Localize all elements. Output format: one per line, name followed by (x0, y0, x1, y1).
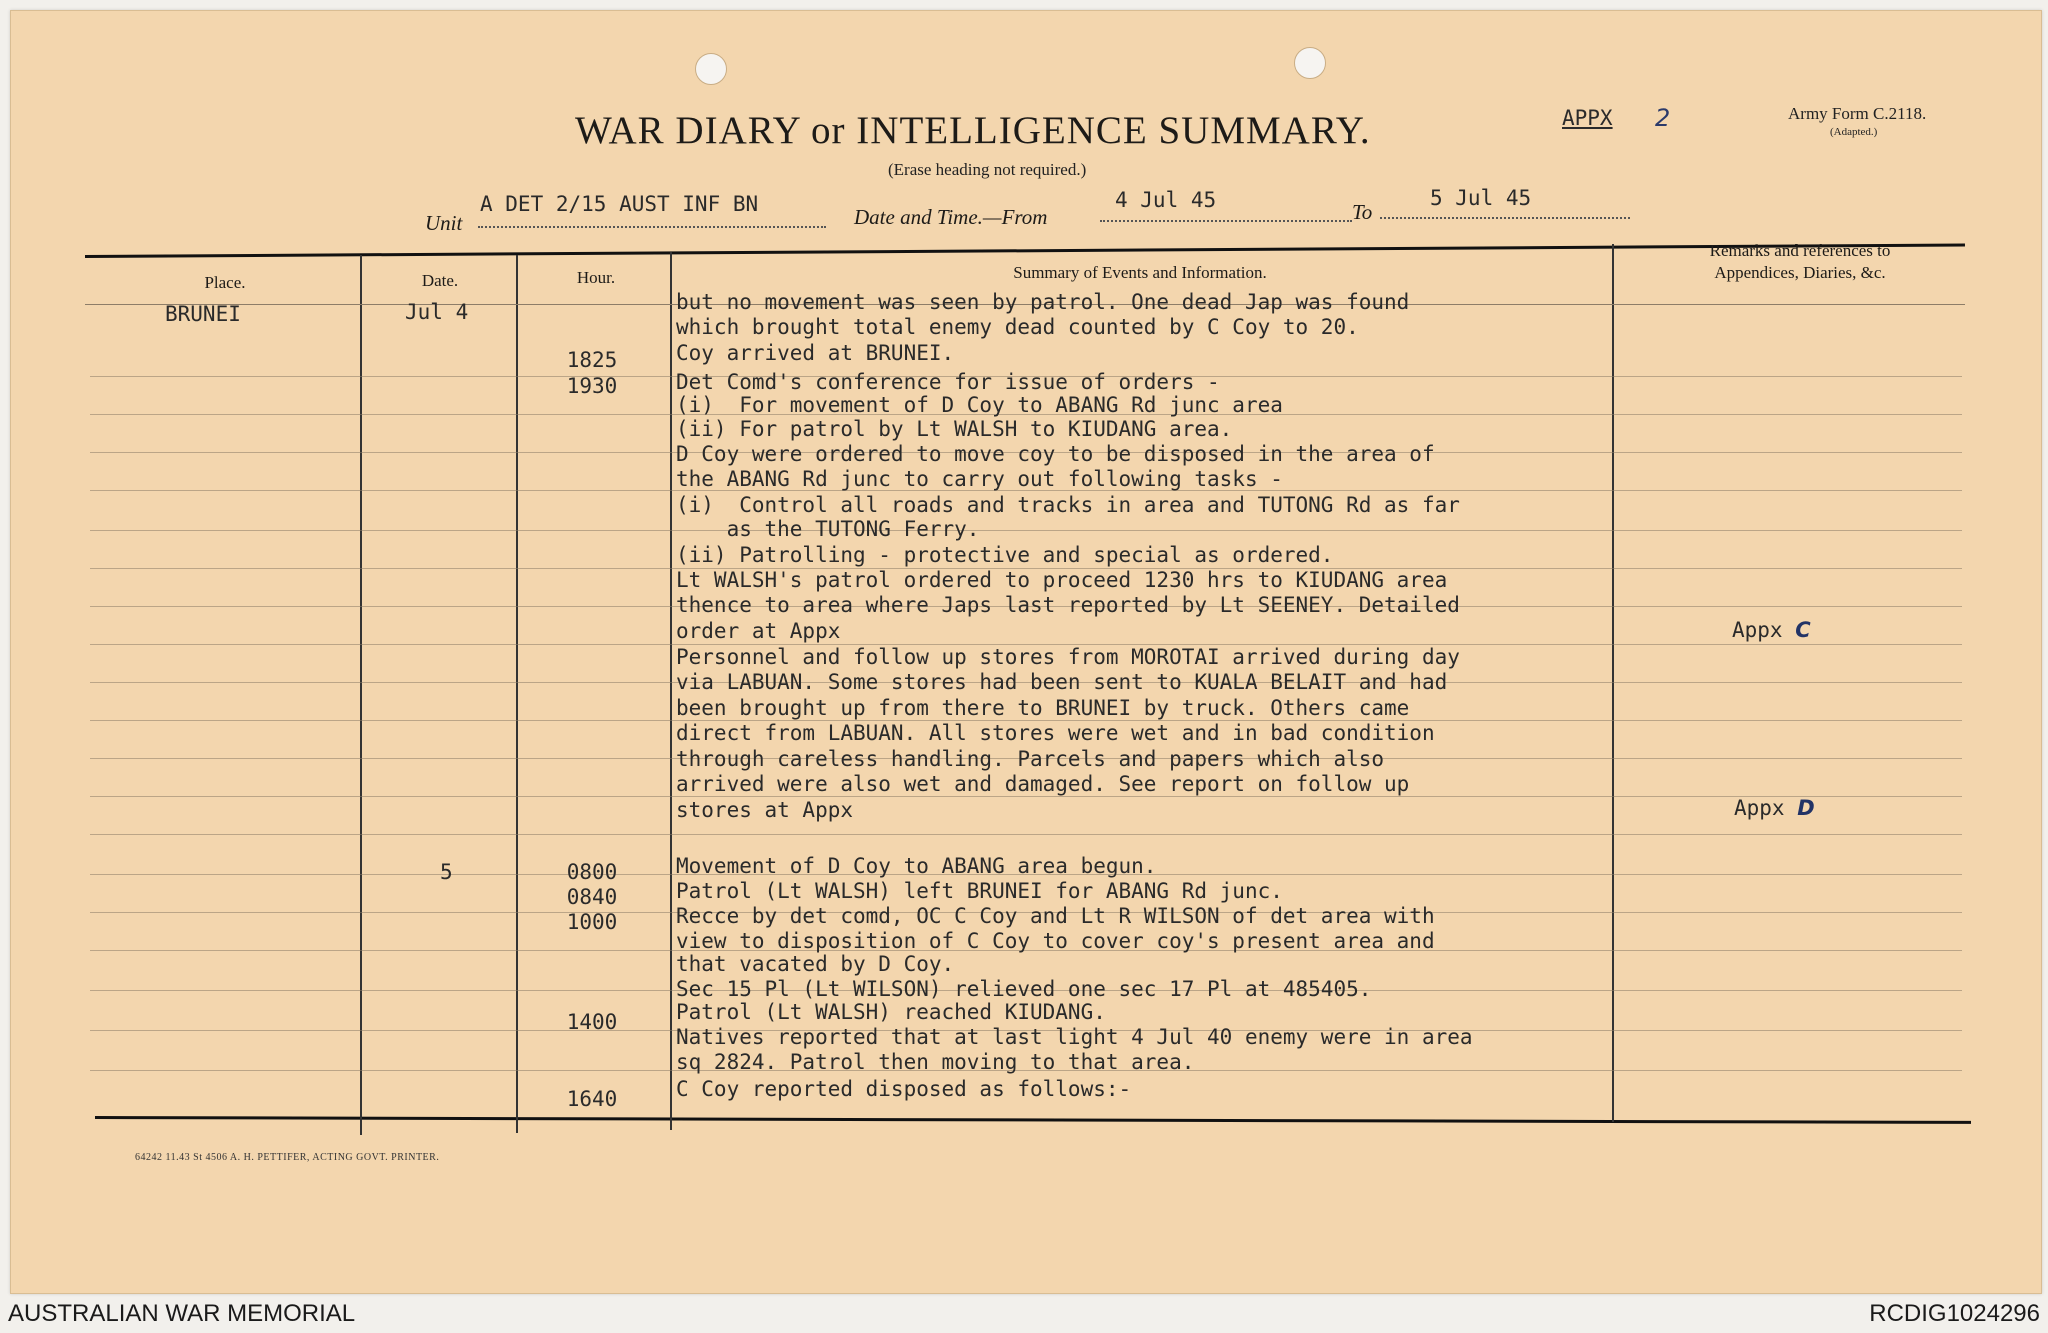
printer-imprint: 64242 11.43 St 4506 A. H. PETTIFER, ACTING GOVT. PRINTER. (135, 1152, 440, 1163)
summary-line: that vacated by D Coy. (676, 952, 955, 976)
summary-line: view to disposition of C Coy to cover coy's present area and (676, 929, 1435, 953)
summary-line: Recce by det comd, OC C Coy and Lt R WILSON of det area with (676, 904, 1435, 928)
summary-line: via LABUAN. Some stores had been sent to KUALA BELAIT and had (676, 670, 1448, 694)
date-jul-4: Jul 4 (405, 300, 469, 324)
place-brunei: BRUNEI (165, 302, 241, 326)
summary-line: order at Appx (676, 619, 841, 643)
remark-appx-c (1732, 618, 1811, 642)
summary-line: Natives reported that at last light 4 Jul 40 enemy were in area (676, 1025, 1473, 1049)
divider-hour-summary (670, 252, 672, 1130)
summary-line: through careless handling. Parcels and papers which also (676, 747, 1385, 771)
summary-line: been brought up from there to BRUNEI by truck. Others came (676, 696, 1410, 720)
column-header-summary: Summary of Events and Information. (1013, 263, 1267, 282)
summary-line: (ii) For patrol by Lt WALSH to KIUDANG area. (676, 417, 1233, 441)
hour-0840: 0840 (566, 885, 618, 909)
summary-line: Patrol (Lt WALSH) left BRUNEI for ABANG Rd junc. (676, 879, 1283, 903)
ruled-row-line (90, 796, 1962, 797)
unit-label: Unit (425, 211, 463, 235)
summary-line: the ABANG Rd junc to carry out following tasks - (676, 467, 1283, 491)
summary-line: Movement of D Coy to ABANG area begun. (676, 854, 1157, 878)
ruled-row-line (90, 530, 1962, 531)
summary-line: Lt WALSH's patrol ordered to proceed 1230 hrs to KIUDANG area (676, 568, 1448, 592)
hour-0800: 0800 (566, 860, 618, 884)
date-time-label: Date and Time.—From (854, 205, 1048, 229)
summary-line: Sec 15 Pl (Lt WILSON) relieved one sec 17 Pl at 485405. (676, 977, 1372, 1001)
remark-appx-d (1734, 796, 1815, 820)
hour-1930: 1930 (566, 374, 618, 398)
summary-line: (ii) Patrolling - protective and special as ordered. (676, 543, 1334, 567)
unit-value: A DET 2/15 AUST INF BN (480, 192, 759, 216)
archive-caption: AUSTRALIAN WAR MEMORIAL (8, 1300, 356, 1327)
hour-1000: 1000 (566, 910, 618, 934)
summary-line: Personnel and follow up stores from MOROTAI arrived during day (676, 645, 1460, 669)
column-header-date: Date. (421, 271, 459, 290)
unit-dotted-line (478, 226, 826, 228)
summary-line: stores at Appx (676, 798, 854, 822)
summary-line: D Coy were ordered to move coy to be disposed in the area of (676, 442, 1435, 466)
punch-hole-left (695, 53, 727, 85)
from-dotted-line (1100, 220, 1352, 222)
erase-note: (Erase heading not required.) (888, 160, 1087, 179)
remark-appx-c-handwritten: C (1795, 618, 1811, 642)
divider-place-date (360, 255, 362, 1135)
remark-appx-c-text: Appx (1732, 618, 1783, 642)
summary-line: as the TUTONG Ferry. (676, 517, 980, 541)
army-form-number: Army Form C.2118. (1788, 104, 1927, 123)
ruled-row-line (90, 834, 1962, 835)
remark-appx-d-text: Appx (1734, 796, 1785, 820)
appendix-number: 2 (1655, 104, 1671, 132)
punch-hole-right (1294, 47, 1326, 79)
hour-1825: 1825 (566, 348, 618, 372)
summary-line: Patrol (Lt WALSH) reached KIUDANG. (676, 1000, 1106, 1024)
summary-line: (i) For movement of D Coy to ABANG Rd junc area (676, 393, 1283, 417)
summary-line: Coy arrived at BRUNEI. (676, 341, 955, 365)
from-value: 4 Jul 45 (1115, 188, 1217, 212)
form-title: WAR DIARY or INTELLIGENCE SUMMARY. (575, 109, 1371, 152)
appendix-label: APPX (1562, 106, 1613, 130)
summary-line: C Coy reported disposed as follows:- (676, 1077, 1132, 1101)
hour-1640: 1640 (566, 1087, 618, 1111)
summary-line: Det Comd's conference for issue of orders - (676, 370, 1220, 394)
adapted-note: (Adapted.) (1830, 126, 1878, 138)
summary-line: but no movement was seen by patrol. One dead Jap was found (676, 290, 1410, 314)
summary-line: direct from LABUAN. All stores were wet and in bad condition (676, 721, 1435, 745)
summary-line: sq 2824. Patrol then moving to that area. (676, 1050, 1195, 1074)
summary-line: arrived were also wet and damaged. See report on follow up (676, 772, 1410, 796)
record-id: RCDIG1024296 (1869, 1300, 2040, 1327)
column-header-remarks-line2: Appendices, Diaries, &c. (1714, 263, 1886, 282)
divider-date-hour (516, 255, 518, 1133)
remark-appx-d-handwritten: D (1797, 796, 1815, 820)
to-dotted-line (1380, 217, 1630, 219)
column-header-remarks-line1: Remarks and references to (1709, 241, 1891, 260)
summary-line: which brought total enemy dead counted by C Coy to 20. (676, 315, 1359, 339)
hour-1400: 1400 (566, 1010, 618, 1034)
column-header-place: Place. (204, 273, 246, 292)
date-5: 5 (440, 860, 453, 884)
summary-line: thence to area where Japs last reported by Lt SEENEY. Detailed (676, 593, 1460, 617)
to-value: 5 Jul 45 (1430, 186, 1532, 210)
to-label: To (1352, 200, 1373, 224)
summary-line: (i) Control all roads and tracks in area and TUTONG Rd as far (676, 493, 1460, 517)
column-header-hour: Hour. (576, 268, 616, 287)
